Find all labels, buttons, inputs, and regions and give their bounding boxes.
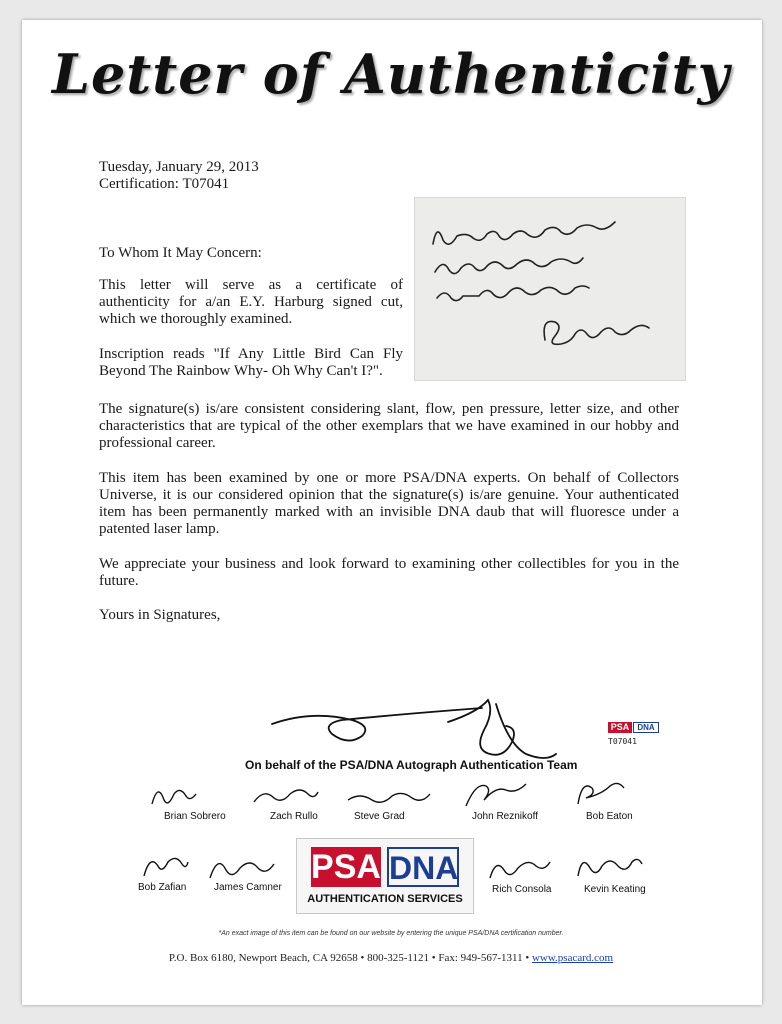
authenticator-name: Kevin Keating [584, 884, 646, 895]
dna-logo-mark: DNA [387, 847, 459, 887]
psa-dna-logo [296, 838, 474, 914]
paragraph-opinion: This item has been examined by one or more PSA/DNA experts. On behalf of Collectors Universe, it is our considered opinion that the signature(s) is/are genuine. Your authenticated item has been permanently marked with an invisible DNA daub that will fluoresce under a patented laser lamp. [99, 470, 679, 537]
sticker-number: T07041 [608, 737, 637, 746]
authenticator-name: James Camner [214, 882, 282, 893]
signature-mark [140, 852, 190, 882]
signed-cut-ink [415, 198, 685, 380]
signature-mark [148, 780, 198, 810]
signed-cut-image [414, 197, 686, 381]
signature-mark [484, 856, 554, 884]
footer-note: *An exact image of this item can be found on our website by entering the unique PSA/DNA certification number. [218, 930, 564, 937]
paragraph-certificate: This letter will serve as a certificate of authenticity for a/an E.Y. Harburg signed cut, which we thoroughly examined. [99, 277, 403, 327]
salutation: To Whom It May Concern: [99, 245, 262, 261]
signature-mark [344, 788, 434, 808]
psa-dna-sticker [598, 720, 672, 752]
closing: Yours in Signatures, [99, 607, 221, 623]
paragraph-inscription: Inscription reads "If Any Little Bird Can Fly Beyond The Rainbow Why- Oh Why Can't I?". [99, 346, 403, 379]
signature-mark [572, 778, 632, 810]
psa-logo-mark: PSA [311, 848, 381, 886]
logo-caption: AUTHENTICATION SERVICES [307, 893, 463, 905]
footer-contact [0, 952, 782, 964]
sticker-psa-mark: PSA [608, 722, 632, 733]
authenticator-name: Brian Sobrero [164, 811, 226, 822]
paragraph-appreciation: We appreciate your business and look forward to examining other collectibles for you in the future. [99, 556, 679, 589]
authenticator-name: Steve Grad [354, 811, 405, 822]
letter-date: Tuesday, January 29, 2013 [99, 159, 259, 175]
authenticator-name: Bob Eaton [586, 811, 633, 822]
signature-mark [250, 784, 320, 810]
authenticator-name: Zach Rullo [270, 811, 318, 822]
signature-mark [204, 852, 284, 882]
website-link[interactable]: www.psacard.com [531, 952, 614, 964]
letter-title: Letter of Authenticity [51, 42, 730, 106]
footer-address: P.O. Box 6180, Newport Beach, CA 92658 • 800-325-1121 • Fax: 949-567-1311 • [168, 952, 532, 964]
authenticator-name: Bob Zafian [138, 882, 187, 893]
signature-mark [572, 852, 648, 882]
team-behalf-line: On behalf of the PSA/DNA Autograph Authentication Team [245, 758, 578, 772]
certification-number: Certification: T07041 [99, 176, 230, 192]
authenticator-name: John Reznikoff [472, 811, 538, 822]
signature-mark [460, 780, 540, 810]
paragraph-consistency: The signature(s) is/are consistent considering slant, flow, pen pressure, letter size, and other characteristics that are typical of the other exemplars that we have examined in our hobby and professional career. [99, 401, 679, 451]
authenticator-name: Rich Consola [492, 884, 552, 895]
sticker-dna-mark: DNA [633, 722, 659, 733]
